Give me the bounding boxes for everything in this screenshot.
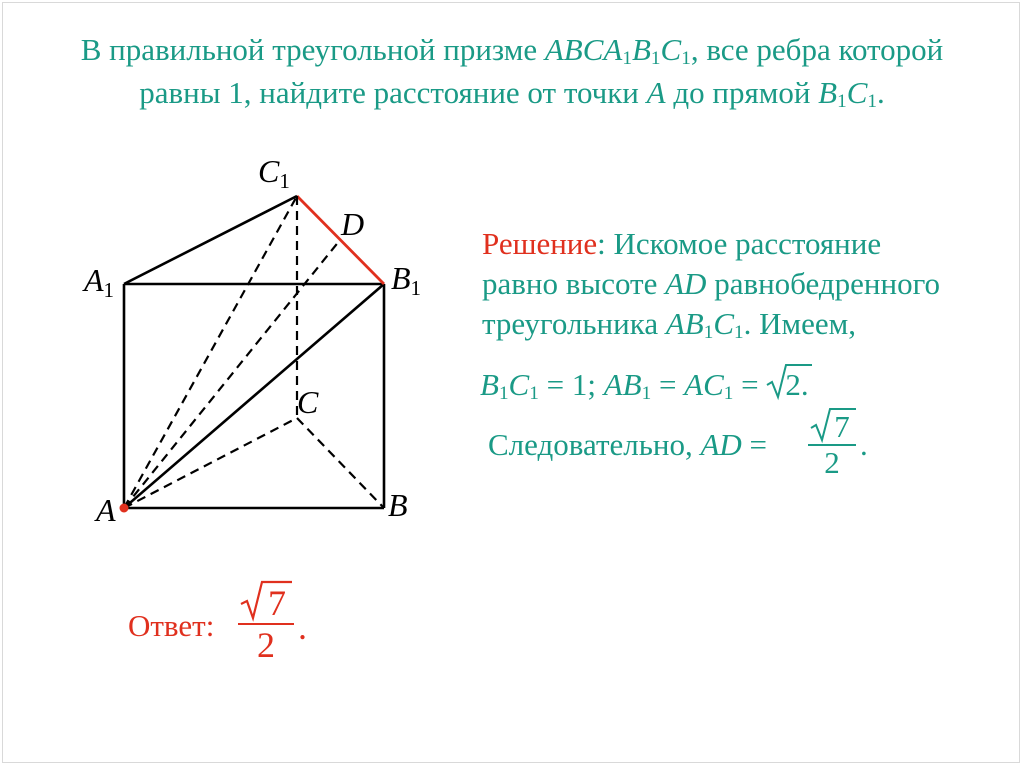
solution-equation bbox=[480, 367, 809, 403]
solution-text: равно высоте bbox=[482, 266, 666, 301]
eq-term: AC bbox=[684, 367, 724, 402]
label-B bbox=[388, 487, 408, 524]
fraction-numerator bbox=[238, 583, 294, 623]
hidden-segment-A-D bbox=[124, 240, 340, 508]
problem-text: . bbox=[877, 75, 885, 110]
answer-text: . bbox=[298, 607, 307, 647]
label-letter: B bbox=[388, 487, 408, 523]
solution-line-3 bbox=[482, 306, 856, 342]
subscript: 1 bbox=[641, 383, 652, 405]
problem-text: равны 1, найдите расстояние от точки bbox=[139, 75, 647, 110]
label-A1 bbox=[84, 262, 115, 302]
conclusion-period bbox=[860, 427, 868, 463]
eq-term: AB bbox=[603, 367, 642, 402]
label-A bbox=[96, 492, 116, 529]
point-A-marker bbox=[120, 504, 129, 513]
problem-text: , все ребра которой bbox=[690, 32, 944, 67]
solution-conclusion bbox=[488, 427, 767, 463]
triangle-name: C bbox=[713, 306, 735, 341]
line-name: B bbox=[818, 75, 838, 110]
prism-name: C bbox=[660, 32, 682, 67]
subscript: 1 bbox=[703, 322, 714, 344]
label-C1 bbox=[258, 153, 290, 193]
solution-text: : Искомое расстояние bbox=[597, 226, 882, 261]
subscript: 1 bbox=[622, 48, 632, 70]
prism-name: B bbox=[631, 32, 651, 67]
prism-name: ABCA bbox=[544, 32, 623, 67]
label-letter: C bbox=[258, 153, 280, 189]
triangle-name: AB bbox=[665, 306, 704, 341]
subscript: 1 bbox=[279, 169, 290, 193]
hidden-edge-C-B bbox=[297, 418, 384, 508]
conclusion-fraction bbox=[808, 410, 856, 480]
segment-A-B1 bbox=[124, 284, 384, 508]
eq-text: . bbox=[800, 367, 809, 402]
fraction-denominator: 2 bbox=[824, 445, 840, 480]
solution-label: Решение bbox=[482, 226, 598, 261]
radicand: 2 bbox=[785, 367, 801, 402]
eq-text: = bbox=[651, 367, 685, 402]
subscript: 1 bbox=[498, 383, 509, 405]
solution-text: . Имеем, bbox=[743, 306, 857, 341]
solution-line-2 bbox=[482, 266, 940, 302]
segment-name: AD bbox=[700, 427, 742, 462]
subscript: 1 bbox=[734, 322, 744, 344]
label-D bbox=[341, 206, 364, 243]
solution-line-1 bbox=[482, 226, 881, 262]
fraction-numerator bbox=[808, 410, 856, 444]
solution-text: треугольника bbox=[482, 306, 666, 341]
eq-term: B bbox=[480, 367, 499, 402]
label-letter: D bbox=[341, 206, 365, 242]
edge-A1-C1 bbox=[124, 196, 297, 284]
sqrt-2 bbox=[766, 367, 801, 403]
segment-name: AD bbox=[665, 266, 707, 301]
label-letter: A bbox=[84, 262, 104, 298]
eq-text: = bbox=[733, 367, 767, 402]
label-letter: B bbox=[391, 260, 411, 296]
solution-text: Следовательно, bbox=[488, 427, 701, 462]
radical-sign-icon bbox=[240, 581, 266, 621]
subscript: 1 bbox=[529, 383, 539, 405]
eq-text: = 1; bbox=[538, 367, 604, 402]
problem-text: до прямой bbox=[665, 75, 819, 110]
subscript: 1 bbox=[867, 91, 878, 113]
radical-sign-icon bbox=[766, 363, 788, 401]
eq-text: . bbox=[860, 427, 868, 462]
answer-period bbox=[298, 606, 307, 648]
answer-label bbox=[128, 608, 214, 644]
subscript: 1 bbox=[837, 91, 847, 113]
solution-text: равнобедренного bbox=[706, 266, 941, 301]
subscript: 1 bbox=[103, 278, 115, 302]
subscript: 1 bbox=[650, 48, 661, 70]
label-C bbox=[297, 384, 318, 421]
eq-term: C bbox=[508, 367, 530, 402]
eq-text: = bbox=[741, 427, 768, 462]
problem-text: В правильной треугольной призме bbox=[80, 32, 545, 67]
label-letter: A bbox=[96, 492, 116, 528]
hidden-segment-A-C1 bbox=[124, 196, 297, 508]
subscript: 1 bbox=[723, 383, 734, 405]
subscript: 1 bbox=[681, 48, 691, 70]
answer-fraction bbox=[238, 583, 294, 665]
label-B1 bbox=[391, 260, 422, 300]
fraction-denominator: 2 bbox=[257, 625, 275, 665]
label-letter: C bbox=[297, 384, 319, 420]
radicand: 7 bbox=[268, 583, 286, 623]
radicand: 7 bbox=[834, 409, 850, 444]
line-name: C bbox=[846, 75, 868, 110]
radical-sign-icon bbox=[810, 408, 834, 444]
subscript: 1 bbox=[410, 276, 422, 300]
answer-text: Ответ: bbox=[128, 608, 215, 643]
point-name: A bbox=[646, 75, 666, 110]
